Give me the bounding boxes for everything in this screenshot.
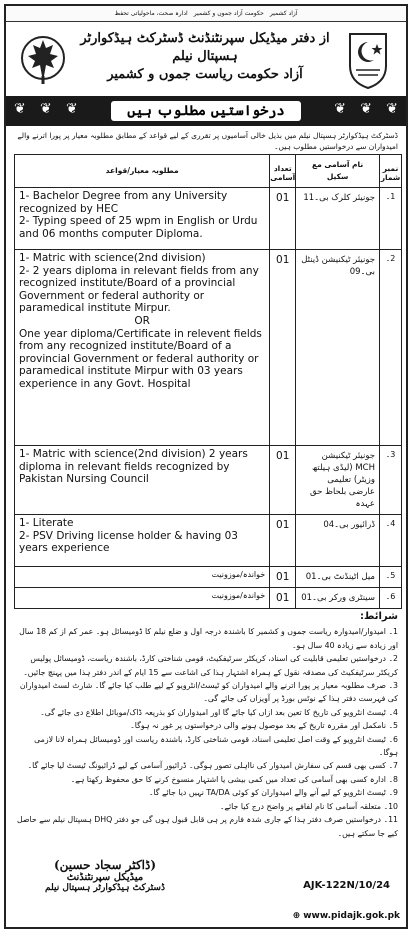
top-strip-item: حکومت آزاد جموں و کشمیر (193, 10, 264, 17)
terms-item: 4۔ ٹیسٹ انٹرویو کی تاریخ کا تعین بعد ازاں کیا جائے گا اور امیدواران کو بذریعہ ڈاک/موبائل اطلاع دی جائے گی۔ (40, 707, 398, 717)
serial-cell: 5۔ (379, 567, 401, 588)
qty-cell: 01 (270, 567, 296, 588)
column-header: نام آسامی مع سکیل (296, 155, 380, 188)
leaf-ornament-icon: ❦ (14, 101, 26, 117)
maple-leaf-logo-icon (20, 32, 66, 88)
table-row (15, 446, 402, 515)
criteria-cell (15, 188, 270, 250)
criteria-line: 2- 2 years diploma in relevant fields from any recognized institute/Board of a provincial Government or federal authority or paramedical institute Mirpur. (19, 264, 259, 315)
terms-item: 2۔ درخواستیں تعلیمی قابلیت کی اسناد، کریکٹر سرٹیفکیٹ، قومی شناختی کارڈ، باشندہ ریاست، ڈومیسائل پولیس کریکٹر سرٹیفکیٹ کی مصدقہ نقول کے ہمراہ اشتہار ہذا کی اشاعت سے 15 ایام کے اندر دفتر ہذا میں پہنچ جائیں۔ (23, 654, 398, 677)
office-name: از دفتر میڈیکل سپرنٹنڈنٹ ڈسٹرکٹ ہیڈکوارٹر ہسپتال نیلم (80, 31, 330, 64)
criteria-line: 2- PSV Driving license holder & having 03 years experience (19, 529, 238, 555)
leaf-ornament-icon: ❦ (360, 101, 372, 117)
criteria-line: 1- Matric with science(2nd division) (19, 252, 206, 264)
signatory-office: ڈسٹرکٹ ہیڈکوارٹر ہسپتال نیلم (45, 883, 165, 893)
table-row (15, 567, 402, 588)
posts-table (14, 154, 402, 609)
qty-cell: 01 (270, 515, 296, 567)
title-banner (6, 96, 406, 126)
terms-item: 5۔ نامکمل اور مقررہ تاریخ کے بعد موصول ہونے والی درخواستوں پر غور نہ ہوگا۔ (130, 721, 398, 731)
government-name: آزاد حکومت ریاست جموں و کشمیر (107, 67, 303, 82)
qty-cell: 01 (270, 446, 296, 515)
signature-block (20, 858, 190, 893)
intro-paragraph: ڈسٹرکٹ ہیڈکوارٹر ہسپتال نیلم میں بذیل خالی آسامیوں پر تقرری کے لیے قواعد کے مطابق مطلوبہ معیار پر پورا اترنے والے امیدواران سے درخواستیں مطلوب ہیں۔ (17, 131, 398, 151)
top-strip-item: آزاد کشمیر (269, 10, 298, 17)
reference-number: AJK-122N/10/24 (303, 880, 390, 891)
table-row (15, 188, 402, 250)
criteria-cell (15, 250, 270, 446)
serial-cell: 6۔ (379, 588, 401, 609)
column-header: مطلوبہ معیار/قواعد (15, 155, 270, 188)
terms-item: 3۔ صرف مطلوبہ معیار پر پورا اترنے والے امیدواران کو ٹیسٹ/انٹرویو کے لیے طلب کیا جائے گا۔ شارٹ لسٹ امیدواران کی فہرست دفتر ہذا کے نوٹس بورڈ پر آویزاں کی جائے گی۔ (19, 681, 398, 704)
table-row (15, 250, 402, 446)
serial-cell: 1۔ (379, 188, 401, 250)
terms-heading: شرائط: (360, 611, 398, 622)
leaf-ornament-icon: ❦ (66, 101, 78, 117)
post-cell: ڈرائیور بی۔04 (296, 515, 380, 567)
criteria-line: 1- Literate (19, 517, 74, 529)
qty-cell: 01 (270, 188, 296, 250)
criteria-cell (15, 515, 270, 567)
column-header: نمبر شمار (379, 155, 401, 188)
top-strip-item: ادارہ صحت، ماحولیاتی تحفظ (114, 10, 188, 17)
terms-section (14, 610, 398, 840)
terms-item: 1۔ امیدوار/امیدوارہ ریاست جموں و کشمیر کا باشندہ درجہ اول و ضلع نیلم کا ڈومیسائل ہو۔ عمر کم از کم 18 سال اور زیادہ سے زیادہ 40 سال ہو۔ (19, 627, 398, 650)
terms-item: 10۔ متعلقہ آسامی کا نام لفافے پر واضح درج کیا جائے۔ (219, 801, 398, 811)
column-header: تعداد آسامی (270, 155, 296, 188)
header-text (70, 30, 340, 84)
criteria-line: One year diploma/Certificate in relevent fields from any recognized institute/Board of a provincial Government or federal authority or paramedical institute Mirpur with 03 years experience in any Govt. Hospital (19, 327, 262, 390)
criteria-or: OR (134, 314, 150, 327)
terms-item: 6۔ ٹیسٹ انٹرویو کے وقت اصل تعلیمی اسناد، قومی شناختی کارڈ، باشندہ ریاست اور ڈومیسائل ہمراہ لانا لازمی ہوگا۔ (34, 734, 398, 758)
post-cell: سینٹری ورکر بی۔01 (296, 588, 380, 609)
table-header-row (15, 155, 402, 188)
terms-item: 9۔ ٹیسٹ انٹرویو کے لیے آنے والے امیدواران کو کوئی TA/DA نہیں دیا جائے گا۔ (148, 788, 398, 798)
terms-item: 11۔ درخواستیں صرف دفتر ہذا کے جاری شدہ فارم پر ہی قابل قبول ہوں گی جو دفتر DHQ ہسپتال نیلم سے حاصل کیے جا سکتے ہیں۔ (16, 815, 398, 838)
serial-cell: 4۔ (379, 515, 401, 567)
header (6, 22, 406, 94)
advertisement-page (4, 4, 408, 929)
table-row (15, 515, 402, 567)
criteria-cell: خواندہ/موزونیت (15, 588, 270, 609)
post-cell: جونیئر کلرک بی۔11 (296, 188, 380, 250)
criteria-line: 1- Bachelor Degree from any University recognized by HEC (19, 190, 228, 215)
leaf-ornament-icon: ❦ (40, 101, 52, 117)
terms-item: 7۔ کسی بھی قسم کی سفارش امیدوار کی نااہلی تصور ہوگی۔ ڈرائیور آسامی کے لیے ڈرائیونگ ٹیسٹ لیا جائے گا۔ (27, 761, 398, 771)
terms-item: 8۔ ادارہ کسی بھی آسامی کی تعداد میں کمی بیشی یا اشتہار منسوخ کرنے کا حق محفوظ رکھتا ہے۔ (70, 774, 398, 784)
leaf-ornament-icon: ❦ (334, 101, 346, 117)
top-strip (6, 6, 406, 22)
qty-cell: 01 (270, 588, 296, 609)
signatory-title: میڈیکل سپرنٹنڈنٹ (66, 872, 144, 883)
banner-title: درخواستیں مطلوب ہیں (111, 101, 300, 121)
table-row (15, 588, 402, 609)
post-cell: میل اٹینڈنٹ بی۔01 (296, 567, 380, 588)
criteria-cell: خواندہ/موزونیت (15, 567, 270, 588)
leaf-ornament-icon: ❦ (386, 101, 398, 117)
serial-cell: 3۔ (379, 446, 401, 515)
ajk-emblem-icon (344, 30, 392, 90)
criteria-cell (15, 446, 270, 515)
post-cell: جونیئر ٹیکنیشن MCH (لیڈی ہیلتھ وزیٹر) تعلیمی عارضی بلحاظ حق عہدہ (296, 446, 380, 515)
serial-cell: 2۔ (379, 250, 401, 446)
criteria-line: 2- Typing speed of 25 wpm in English or Urdu and 06 months computer Diploma. (19, 215, 258, 240)
signatory-name: (ڈاکٹر سجاد حسین) (53, 858, 157, 872)
globe-icon: ⊕ (292, 911, 301, 921)
criteria-line: 1- Matric with science(2nd division) 2 years diploma in relevant fields recognized by Pakistan Nursing Council (19, 448, 248, 486)
post-cell: جونیئر ٹیکنیشن ڈینٹل بی۔09 (296, 250, 380, 446)
website-footer (293, 911, 400, 921)
qty-cell: 01 (270, 250, 296, 446)
website-link[interactable]: www.pidajk.gok.pk (303, 911, 400, 921)
